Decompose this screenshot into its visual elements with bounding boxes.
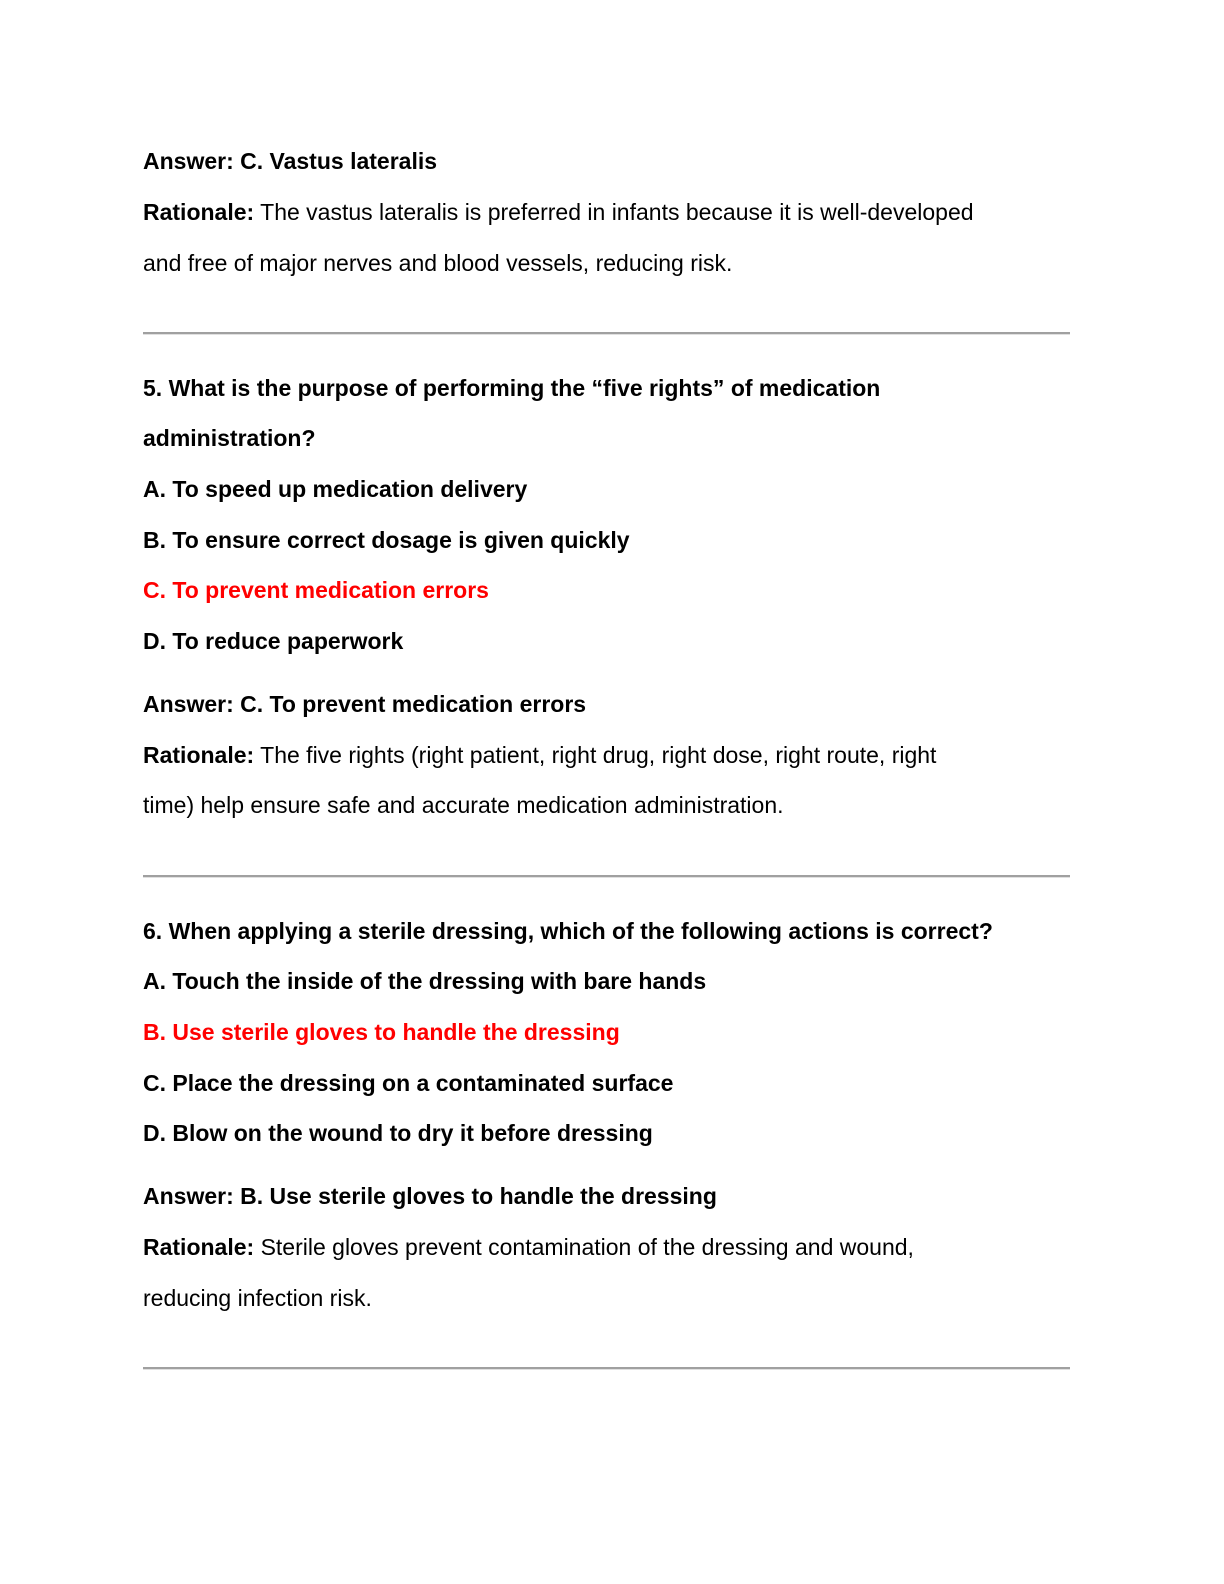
prev-answer: Answer: C. Vastus lateralis (143, 148, 438, 174)
q5-option-d: D. To reduce paperwork (143, 628, 404, 654)
prev-rationale-line2: and free of major nerves and blood vessels, reducing risk. (143, 250, 733, 276)
prev-rationale-line1 (143, 197, 974, 227)
rationale-text: Sterile gloves prevent contamination of the dressing and wound, (254, 1234, 914, 1260)
q5-option-b: B. To ensure correct dosage is given quickly (143, 527, 630, 553)
q5-rationale-line1 (143, 740, 936, 770)
q5-question-line2: administration? (143, 425, 316, 451)
rationale-label: Rationale: (143, 1234, 255, 1260)
q6-option-d: D. Blow on the wound to dry it before dressing (143, 1120, 653, 1146)
q5-option-a: A. To speed up medication delivery (143, 476, 528, 502)
q6-question: 6. When applying a sterile dressing, which of the following actions is correct? (143, 918, 993, 944)
q5-option-c-correct: C. To prevent medication errors (143, 577, 489, 603)
rationale-label: Rationale: (143, 742, 255, 768)
rationale-text: The vastus lateralis is preferred in infants because it is well-developed (254, 199, 974, 225)
q5-question-line1: 5. What is the purpose of performing the “five rights” of medication (143, 375, 881, 401)
q6-option-a: A. Touch the inside of the dressing with bare hands (143, 968, 707, 994)
q5-answer: Answer: C. To prevent medication errors (143, 691, 587, 717)
divider (143, 1367, 1070, 1370)
q5-rationale-line2: time) help ensure safe and accurate medication administration. (143, 792, 784, 818)
q6-option-c: C. Place the dressing on a contaminated surface (143, 1070, 674, 1096)
divider (143, 332, 1070, 335)
q6-rationale-line1 (143, 1232, 914, 1262)
q6-rationale-line2: reducing infection risk. (143, 1285, 372, 1311)
q6-option-b-correct: B. Use sterile gloves to handle the dressing (143, 1019, 620, 1045)
divider (143, 875, 1070, 878)
rationale-label: Rationale: (143, 199, 255, 225)
q6-answer: Answer: B. Use sterile gloves to handle the dressing (143, 1183, 717, 1209)
rationale-text: The five rights (right patient, right drug, right dose, right route, right (254, 742, 937, 768)
